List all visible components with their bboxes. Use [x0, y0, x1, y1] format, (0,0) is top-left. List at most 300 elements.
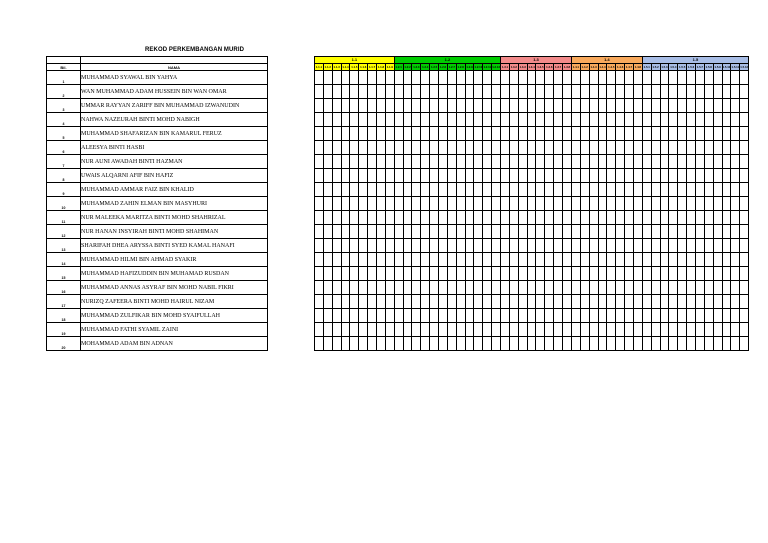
- mark-cell[interactable]: [456, 183, 465, 197]
- mark-cell[interactable]: [598, 169, 607, 183]
- mark-cell[interactable]: [527, 295, 536, 309]
- mark-cell[interactable]: [545, 99, 554, 113]
- mark-cell[interactable]: [501, 99, 510, 113]
- mark-cell[interactable]: [695, 253, 704, 267]
- mark-cell[interactable]: [536, 141, 545, 155]
- mark-cell[interactable]: [509, 253, 518, 267]
- mark-cell[interactable]: [509, 169, 518, 183]
- mark-cell[interactable]: [341, 71, 350, 85]
- mark-cell[interactable]: [315, 225, 324, 239]
- mark-cell[interactable]: [368, 197, 377, 211]
- mark-cell[interactable]: [456, 267, 465, 281]
- mark-cell[interactable]: [633, 71, 642, 85]
- mark-cell[interactable]: [536, 267, 545, 281]
- mark-cell[interactable]: [740, 225, 749, 239]
- mark-cell[interactable]: [501, 225, 510, 239]
- mark-cell[interactable]: [554, 127, 563, 141]
- mark-cell[interactable]: [563, 295, 572, 309]
- mark-cell[interactable]: [518, 337, 527, 351]
- mark-cell[interactable]: [341, 281, 350, 295]
- mark-cell[interactable]: [439, 113, 448, 127]
- mark-cell[interactable]: [740, 169, 749, 183]
- mark-cell[interactable]: [456, 253, 465, 267]
- mark-cell[interactable]: [483, 99, 492, 113]
- mark-cell[interactable]: [678, 113, 687, 127]
- mark-cell[interactable]: [368, 183, 377, 197]
- mark-cell[interactable]: [323, 295, 332, 309]
- mark-cell[interactable]: [447, 99, 456, 113]
- mark-cell[interactable]: [421, 85, 430, 99]
- mark-cell[interactable]: [368, 155, 377, 169]
- mark-cell[interactable]: [332, 281, 341, 295]
- mark-cell[interactable]: [695, 211, 704, 225]
- mark-cell[interactable]: [492, 155, 501, 169]
- mark-cell[interactable]: [483, 253, 492, 267]
- mark-cell[interactable]: [359, 183, 368, 197]
- mark-cell[interactable]: [403, 239, 412, 253]
- mark-cell[interactable]: [731, 169, 740, 183]
- mark-cell[interactable]: [740, 183, 749, 197]
- mark-cell[interactable]: [713, 225, 722, 239]
- mark-cell[interactable]: [315, 337, 324, 351]
- mark-cell[interactable]: [350, 295, 359, 309]
- mark-cell[interactable]: [536, 225, 545, 239]
- mark-cell[interactable]: [412, 71, 421, 85]
- mark-cell[interactable]: [403, 155, 412, 169]
- mark-cell[interactable]: [527, 99, 536, 113]
- mark-cell[interactable]: [722, 85, 731, 99]
- mark-cell[interactable]: [580, 267, 589, 281]
- mark-cell[interactable]: [430, 267, 439, 281]
- mark-cell[interactable]: [483, 281, 492, 295]
- mark-cell[interactable]: [492, 211, 501, 225]
- mark-cell[interactable]: [545, 337, 554, 351]
- mark-cell[interactable]: [394, 309, 403, 323]
- mark-cell[interactable]: [323, 267, 332, 281]
- mark-cell[interactable]: [713, 267, 722, 281]
- mark-cell[interactable]: [598, 99, 607, 113]
- mark-cell[interactable]: [377, 323, 386, 337]
- mark-cell[interactable]: [545, 141, 554, 155]
- mark-cell[interactable]: [447, 337, 456, 351]
- mark-cell[interactable]: [385, 239, 394, 253]
- mark-cell[interactable]: [625, 267, 634, 281]
- mark-cell[interactable]: [580, 113, 589, 127]
- mark-cell[interactable]: [695, 323, 704, 337]
- mark-cell[interactable]: [740, 323, 749, 337]
- mark-cell[interactable]: [350, 183, 359, 197]
- mark-cell[interactable]: [518, 183, 527, 197]
- mark-cell[interactable]: [439, 169, 448, 183]
- mark-cell[interactable]: [474, 127, 483, 141]
- mark-cell[interactable]: [341, 141, 350, 155]
- mark-cell[interactable]: [563, 281, 572, 295]
- mark-cell[interactable]: [704, 183, 713, 197]
- mark-cell[interactable]: [403, 85, 412, 99]
- mark-cell[interactable]: [492, 253, 501, 267]
- mark-cell[interactable]: [651, 127, 660, 141]
- mark-cell[interactable]: [456, 239, 465, 253]
- mark-cell[interactable]: [350, 337, 359, 351]
- mark-cell[interactable]: [580, 197, 589, 211]
- mark-cell[interactable]: [323, 183, 332, 197]
- mark-cell[interactable]: [341, 211, 350, 225]
- mark-cell[interactable]: [385, 71, 394, 85]
- mark-cell[interactable]: [607, 155, 616, 169]
- mark-cell[interactable]: [660, 197, 669, 211]
- mark-cell[interactable]: [456, 295, 465, 309]
- mark-cell[interactable]: [403, 197, 412, 211]
- mark-cell[interactable]: [315, 169, 324, 183]
- mark-cell[interactable]: [350, 113, 359, 127]
- mark-cell[interactable]: [341, 225, 350, 239]
- mark-cell[interactable]: [447, 85, 456, 99]
- mark-cell[interactable]: [421, 295, 430, 309]
- mark-cell[interactable]: [518, 253, 527, 267]
- mark-cell[interactable]: [616, 127, 625, 141]
- mark-cell[interactable]: [509, 295, 518, 309]
- mark-cell[interactable]: [350, 267, 359, 281]
- mark-cell[interactable]: [447, 295, 456, 309]
- mark-cell[interactable]: [536, 323, 545, 337]
- mark-cell[interactable]: [731, 183, 740, 197]
- mark-cell[interactable]: [589, 211, 598, 225]
- mark-cell[interactable]: [616, 113, 625, 127]
- mark-cell[interactable]: [651, 71, 660, 85]
- mark-cell[interactable]: [651, 267, 660, 281]
- mark-cell[interactable]: [439, 127, 448, 141]
- mark-cell[interactable]: [669, 127, 678, 141]
- mark-cell[interactable]: [607, 169, 616, 183]
- mark-cell[interactable]: [430, 253, 439, 267]
- mark-cell[interactable]: [633, 309, 642, 323]
- mark-cell[interactable]: [385, 253, 394, 267]
- mark-cell[interactable]: [571, 197, 580, 211]
- mark-cell[interactable]: [545, 211, 554, 225]
- mark-cell[interactable]: [598, 267, 607, 281]
- mark-cell[interactable]: [571, 239, 580, 253]
- mark-cell[interactable]: [501, 71, 510, 85]
- mark-cell[interactable]: [315, 197, 324, 211]
- mark-cell[interactable]: [598, 113, 607, 127]
- mark-cell[interactable]: [731, 323, 740, 337]
- mark-cell[interactable]: [642, 253, 651, 267]
- mark-cell[interactable]: [616, 183, 625, 197]
- mark-cell[interactable]: [403, 169, 412, 183]
- mark-cell[interactable]: [501, 295, 510, 309]
- mark-cell[interactable]: [430, 225, 439, 239]
- mark-cell[interactable]: [740, 253, 749, 267]
- mark-cell[interactable]: [315, 281, 324, 295]
- mark-cell[interactable]: [368, 71, 377, 85]
- mark-cell[interactable]: [722, 141, 731, 155]
- mark-cell[interactable]: [651, 99, 660, 113]
- mark-cell[interactable]: [394, 85, 403, 99]
- mark-cell[interactable]: [447, 309, 456, 323]
- mark-cell[interactable]: [447, 281, 456, 295]
- mark-cell[interactable]: [607, 239, 616, 253]
- mark-cell[interactable]: [439, 323, 448, 337]
- mark-cell[interactable]: [403, 253, 412, 267]
- mark-cell[interactable]: [501, 309, 510, 323]
- mark-cell[interactable]: [651, 253, 660, 267]
- mark-cell[interactable]: [598, 141, 607, 155]
- mark-cell[interactable]: [412, 239, 421, 253]
- mark-cell[interactable]: [713, 253, 722, 267]
- mark-cell[interactable]: [545, 253, 554, 267]
- mark-cell[interactable]: [350, 253, 359, 267]
- mark-cell[interactable]: [554, 267, 563, 281]
- mark-cell[interactable]: [492, 141, 501, 155]
- mark-cell[interactable]: [509, 225, 518, 239]
- mark-cell[interactable]: [447, 211, 456, 225]
- mark-cell[interactable]: [403, 71, 412, 85]
- mark-cell[interactable]: [536, 183, 545, 197]
- mark-cell[interactable]: [678, 267, 687, 281]
- mark-cell[interactable]: [456, 225, 465, 239]
- mark-cell[interactable]: [323, 85, 332, 99]
- mark-cell[interactable]: [633, 281, 642, 295]
- mark-cell[interactable]: [359, 323, 368, 337]
- mark-cell[interactable]: [713, 155, 722, 169]
- mark-cell[interactable]: [704, 225, 713, 239]
- mark-cell[interactable]: [651, 211, 660, 225]
- mark-cell[interactable]: [394, 267, 403, 281]
- mark-cell[interactable]: [501, 127, 510, 141]
- mark-cell[interactable]: [633, 211, 642, 225]
- mark-cell[interactable]: [687, 127, 696, 141]
- mark-cell[interactable]: [722, 337, 731, 351]
- mark-cell[interactable]: [403, 281, 412, 295]
- mark-cell[interactable]: [545, 113, 554, 127]
- mark-cell[interactable]: [501, 253, 510, 267]
- mark-cell[interactable]: [421, 239, 430, 253]
- mark-cell[interactable]: [377, 113, 386, 127]
- mark-cell[interactable]: [323, 141, 332, 155]
- mark-cell[interactable]: [341, 155, 350, 169]
- mark-cell[interactable]: [589, 309, 598, 323]
- mark-cell[interactable]: [642, 85, 651, 99]
- mark-cell[interactable]: [394, 113, 403, 127]
- mark-cell[interactable]: [633, 169, 642, 183]
- mark-cell[interactable]: [669, 239, 678, 253]
- mark-cell[interactable]: [430, 141, 439, 155]
- mark-cell[interactable]: [722, 323, 731, 337]
- mark-cell[interactable]: [554, 99, 563, 113]
- mark-cell[interactable]: [394, 169, 403, 183]
- mark-cell[interactable]: [456, 197, 465, 211]
- mark-cell[interactable]: [439, 197, 448, 211]
- mark-cell[interactable]: [439, 281, 448, 295]
- mark-cell[interactable]: [359, 127, 368, 141]
- mark-cell[interactable]: [332, 309, 341, 323]
- mark-cell[interactable]: [678, 183, 687, 197]
- mark-cell[interactable]: [687, 169, 696, 183]
- mark-cell[interactable]: [571, 295, 580, 309]
- mark-cell[interactable]: [439, 267, 448, 281]
- mark-cell[interactable]: [439, 253, 448, 267]
- mark-cell[interactable]: [483, 267, 492, 281]
- mark-cell[interactable]: [403, 323, 412, 337]
- mark-cell[interactable]: [616, 267, 625, 281]
- mark-cell[interactable]: [430, 211, 439, 225]
- mark-cell[interactable]: [377, 155, 386, 169]
- mark-cell[interactable]: [350, 309, 359, 323]
- mark-cell[interactable]: [625, 309, 634, 323]
- mark-cell[interactable]: [403, 225, 412, 239]
- mark-cell[interactable]: [660, 113, 669, 127]
- mark-cell[interactable]: [633, 141, 642, 155]
- mark-cell[interactable]: [368, 337, 377, 351]
- mark-cell[interactable]: [368, 309, 377, 323]
- mark-cell[interactable]: [412, 337, 421, 351]
- mark-cell[interactable]: [651, 323, 660, 337]
- mark-cell[interactable]: [695, 85, 704, 99]
- mark-cell[interactable]: [341, 169, 350, 183]
- mark-cell[interactable]: [625, 85, 634, 99]
- mark-cell[interactable]: [412, 323, 421, 337]
- mark-cell[interactable]: [580, 295, 589, 309]
- mark-cell[interactable]: [412, 99, 421, 113]
- mark-cell[interactable]: [536, 295, 545, 309]
- mark-cell[interactable]: [607, 253, 616, 267]
- mark-cell[interactable]: [359, 197, 368, 211]
- mark-cell[interactable]: [323, 309, 332, 323]
- mark-cell[interactable]: [589, 85, 598, 99]
- mark-cell[interactable]: [695, 169, 704, 183]
- mark-cell[interactable]: [430, 239, 439, 253]
- mark-cell[interactable]: [527, 169, 536, 183]
- mark-cell[interactable]: [580, 225, 589, 239]
- mark-cell[interactable]: [385, 155, 394, 169]
- mark-cell[interactable]: [368, 113, 377, 127]
- mark-cell[interactable]: [545, 127, 554, 141]
- mark-cell[interactable]: [731, 295, 740, 309]
- mark-cell[interactable]: [518, 127, 527, 141]
- mark-cell[interactable]: [315, 85, 324, 99]
- mark-cell[interactable]: [722, 155, 731, 169]
- mark-cell[interactable]: [633, 113, 642, 127]
- mark-cell[interactable]: [598, 309, 607, 323]
- mark-cell[interactable]: [447, 141, 456, 155]
- mark-cell[interactable]: [713, 183, 722, 197]
- mark-cell[interactable]: [430, 337, 439, 351]
- mark-cell[interactable]: [660, 99, 669, 113]
- mark-cell[interactable]: [465, 337, 474, 351]
- mark-cell[interactable]: [625, 295, 634, 309]
- mark-cell[interactable]: [563, 225, 572, 239]
- mark-cell[interactable]: [518, 323, 527, 337]
- mark-cell[interactable]: [704, 155, 713, 169]
- mark-cell[interactable]: [368, 253, 377, 267]
- mark-cell[interactable]: [536, 113, 545, 127]
- mark-cell[interactable]: [651, 281, 660, 295]
- mark-cell[interactable]: [359, 225, 368, 239]
- mark-cell[interactable]: [563, 239, 572, 253]
- mark-cell[interactable]: [377, 85, 386, 99]
- mark-cell[interactable]: [341, 267, 350, 281]
- mark-cell[interactable]: [385, 113, 394, 127]
- mark-cell[interactable]: [722, 197, 731, 211]
- mark-cell[interactable]: [554, 239, 563, 253]
- mark-cell[interactable]: [474, 267, 483, 281]
- mark-cell[interactable]: [430, 309, 439, 323]
- mark-cell[interactable]: [509, 99, 518, 113]
- mark-cell[interactable]: [731, 309, 740, 323]
- mark-cell[interactable]: [341, 253, 350, 267]
- mark-cell[interactable]: [731, 267, 740, 281]
- mark-cell[interactable]: [421, 113, 430, 127]
- mark-cell[interactable]: [403, 267, 412, 281]
- mark-cell[interactable]: [403, 295, 412, 309]
- mark-cell[interactable]: [625, 211, 634, 225]
- mark-cell[interactable]: [527, 127, 536, 141]
- mark-cell[interactable]: [465, 113, 474, 127]
- mark-cell[interactable]: [447, 71, 456, 85]
- mark-cell[interactable]: [589, 127, 598, 141]
- mark-cell[interactable]: [589, 141, 598, 155]
- mark-cell[interactable]: [563, 169, 572, 183]
- mark-cell[interactable]: [713, 295, 722, 309]
- mark-cell[interactable]: [359, 267, 368, 281]
- mark-cell[interactable]: [580, 211, 589, 225]
- mark-cell[interactable]: [527, 337, 536, 351]
- mark-cell[interactable]: [625, 337, 634, 351]
- mark-cell[interactable]: [571, 211, 580, 225]
- mark-cell[interactable]: [394, 127, 403, 141]
- mark-cell[interactable]: [669, 337, 678, 351]
- mark-cell[interactable]: [616, 295, 625, 309]
- mark-cell[interactable]: [412, 309, 421, 323]
- mark-cell[interactable]: [651, 85, 660, 99]
- mark-cell[interactable]: [465, 85, 474, 99]
- mark-cell[interactable]: [527, 197, 536, 211]
- mark-cell[interactable]: [350, 281, 359, 295]
- mark-cell[interactable]: [695, 113, 704, 127]
- mark-cell[interactable]: [315, 239, 324, 253]
- mark-cell[interactable]: [430, 183, 439, 197]
- mark-cell[interactable]: [713, 85, 722, 99]
- mark-cell[interactable]: [571, 309, 580, 323]
- mark-cell[interactable]: [368, 169, 377, 183]
- mark-cell[interactable]: [359, 281, 368, 295]
- mark-cell[interactable]: [571, 337, 580, 351]
- mark-cell[interactable]: [563, 99, 572, 113]
- mark-cell[interactable]: [412, 253, 421, 267]
- mark-cell[interactable]: [465, 99, 474, 113]
- mark-cell[interactable]: [704, 211, 713, 225]
- mark-cell[interactable]: [332, 253, 341, 267]
- mark-cell[interactable]: [625, 239, 634, 253]
- mark-cell[interactable]: [669, 155, 678, 169]
- mark-cell[interactable]: [722, 225, 731, 239]
- mark-cell[interactable]: [625, 113, 634, 127]
- mark-cell[interactable]: [332, 99, 341, 113]
- mark-cell[interactable]: [377, 295, 386, 309]
- mark-cell[interactable]: [492, 337, 501, 351]
- mark-cell[interactable]: [642, 267, 651, 281]
- mark-cell[interactable]: [642, 197, 651, 211]
- mark-cell[interactable]: [527, 323, 536, 337]
- mark-cell[interactable]: [713, 99, 722, 113]
- mark-cell[interactable]: [359, 211, 368, 225]
- mark-cell[interactable]: [527, 183, 536, 197]
- mark-cell[interactable]: [545, 85, 554, 99]
- mark-cell[interactable]: [580, 253, 589, 267]
- mark-cell[interactable]: [589, 71, 598, 85]
- mark-cell[interactable]: [695, 127, 704, 141]
- mark-cell[interactable]: [518, 197, 527, 211]
